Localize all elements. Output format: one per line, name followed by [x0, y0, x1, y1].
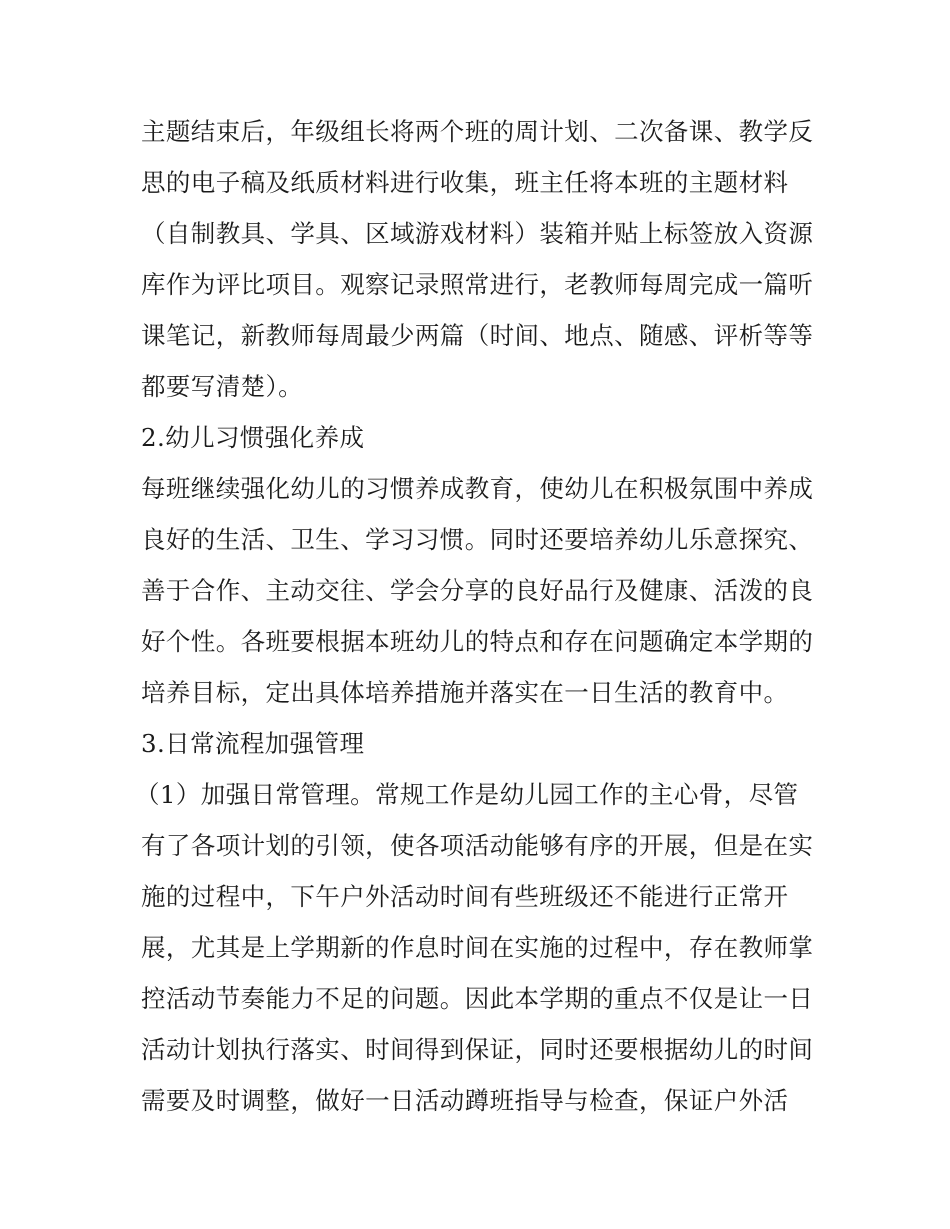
paragraph-line: （1）加强日常管理。常规工作是幼儿园工作的主心骨，尽管 [135, 780, 799, 809]
document-body [135, 106, 821, 1126]
paragraph-line: 都要写清楚）。 [141, 372, 304, 401]
section-heading: 3.日常流程加强管理 [141, 729, 365, 758]
paragraph-line: 课笔记，新教师每周最少两篇（时间、地点、随感、评析等等 [141, 321, 814, 350]
section-heading: 2.幼儿习惯强化养成 [141, 423, 365, 452]
paragraph-line: 施的过程中，下午户外活动时间有些班级还不能进行正常开 [141, 882, 789, 911]
paragraph-line: 需要及时调整，做好一日活动蹲班指导与检查，保证户外活 [141, 1086, 789, 1115]
paragraph-line: 思的电子稿及纸质材料进行收集，班主任将本班的主题材料 [141, 168, 789, 197]
paragraph-line: （自制教具、学具、区域游戏材料）装箱并贴上标签放入资源 [141, 219, 814, 248]
paragraph-line: 有了各项计划的引领，使各项活动能够有序的开展，但是在实 [141, 831, 814, 860]
paragraph-line: 主题结束后，年级组长将两个班的周计划、二次备课、教学反 [141, 117, 814, 146]
paragraph-line: 培养目标，定出具体培养措施并落实在一日生活的教育中。 [141, 678, 789, 707]
paragraph-line: 库作为评比项目。观察记录照常进行，老教师每周完成一篇听 [141, 270, 814, 299]
paragraph-line: 展，尤其是上学期新的作息时间在实施的过程中，存在教师掌 [141, 933, 814, 962]
paragraph-line: 控活动节奏能力不足的问题。因此本学期的重点不仅是让一日 [141, 984, 814, 1013]
paragraph-line: 好个性。各班要根据本班幼儿的特点和存在问题确定本学期的 [141, 627, 814, 656]
paragraph-line: 良好的生活、卫生、学习习惯。同时还要培养幼儿乐意探究、 [141, 525, 814, 554]
paragraph-line: 每班继续强化幼儿的习惯养成教育，使幼儿在积极氛围中养成 [141, 474, 814, 503]
paragraph-line: 善于合作、主动交往、学会分享的良好品行及健康、活泼的良 [141, 576, 814, 605]
paragraph-line: 活动计划执行落实、时间得到保证，同时还要根据幼儿的时间 [141, 1035, 814, 1064]
